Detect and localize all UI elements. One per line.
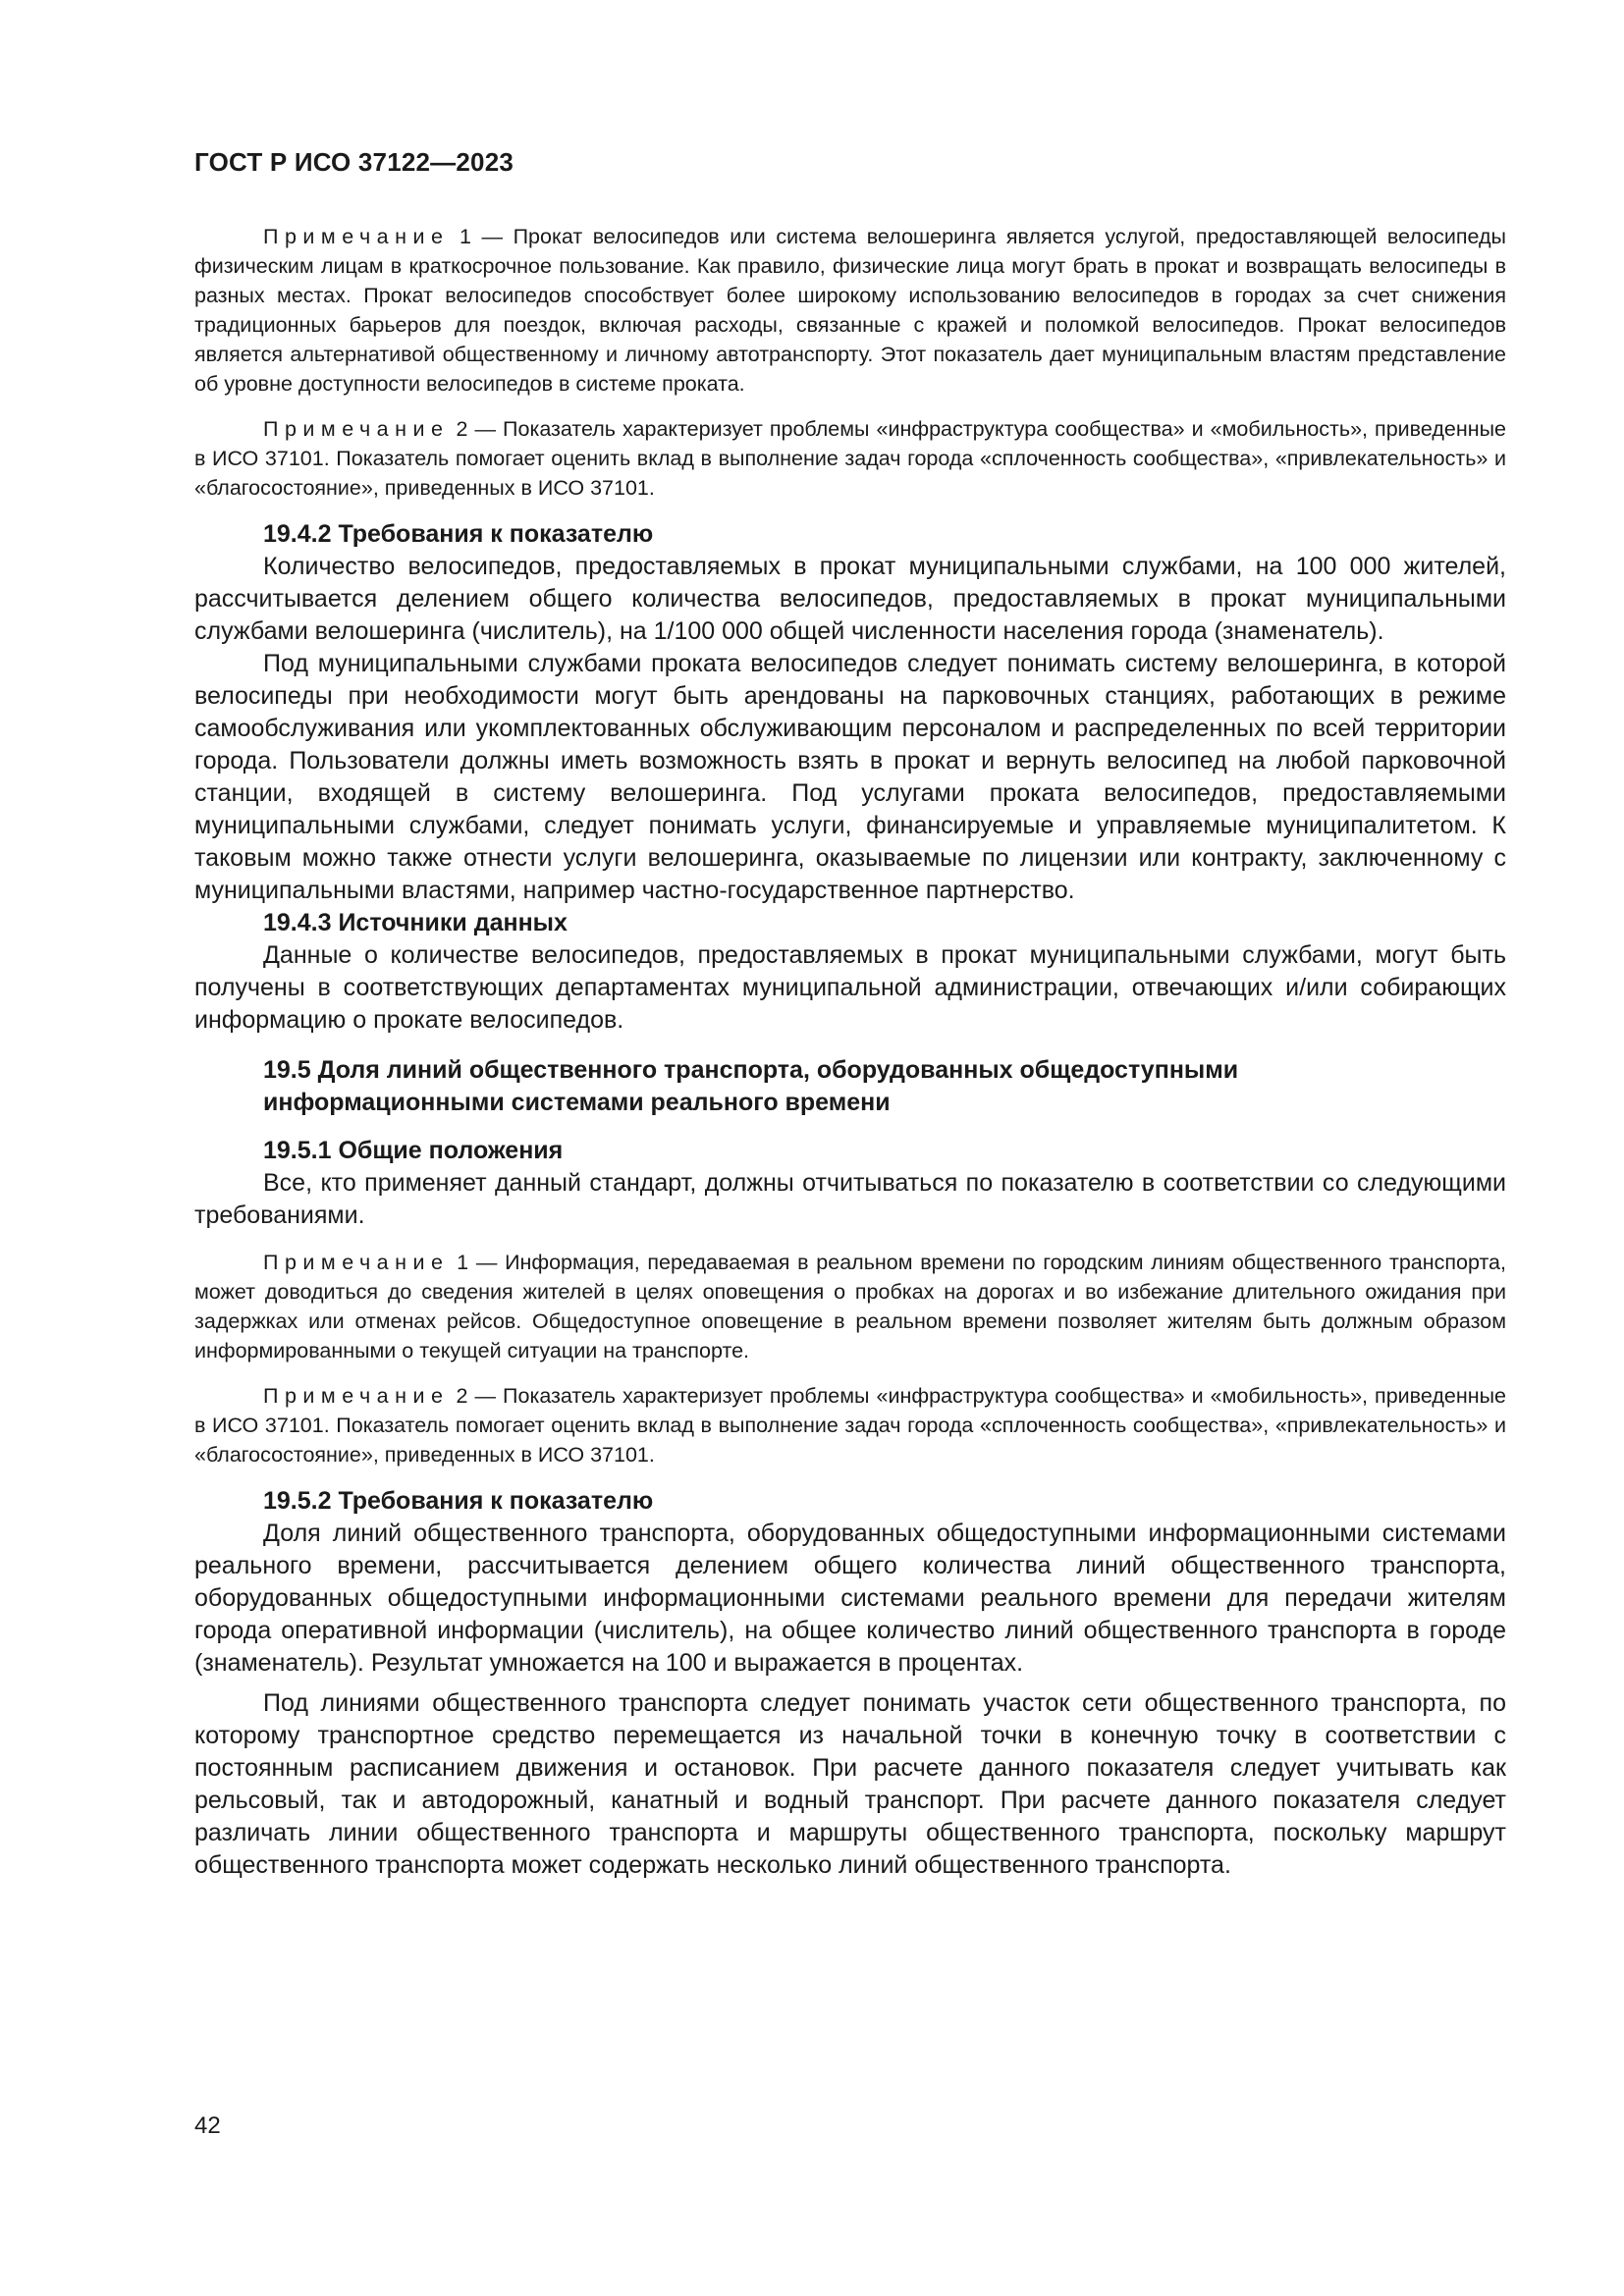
note-19-5-2 (194, 1381, 1506, 1469)
paragraph: Данные о количестве велосипедов, предоставляемых в прокат муниципальными службами, могут быть получены в соответствующих департаментах муниципальной администрации, отвечающих и/или собирающих информацию о прокате велосипедов. (194, 941, 1506, 1034)
note-text: 2 — Показатель характеризует проблемы «инфраструктура сообщества» и «мобильность», приведенные в ИСО 37101. Показатель помогает оценить вклад в выполнение задач города «сплоченность сообщества», «привлекательность» и «благосостояние», приведенных в ИСО 37101. (194, 417, 1506, 500)
heading-19-5-2: 19.5.2 Требования к показателю (263, 1487, 654, 1515)
note-text: 2 — Показатель характеризует проблемы «инфраструктура сообщества» и «мобильность», приведенные в ИСО 37101. Показатель помогает оценить вклад в выполнение задач города «сплоченность сообщества», «привлекательность» и «благосостояние», приведенных в ИСО 37101. (194, 1384, 1506, 1467)
heading-19-5-line-2: информационными системами реального времени (263, 1089, 891, 1116)
paragraph: Под линиями общественного транспорта следует понимать участок сети общественного транспорта, по которому транспортное средство перемещается из начальной точки в конечную точку в соответствии с постоянным расписанием движения и остановок. При расчете данного показателя следует учитывать как рельсовый, так и автодорожный, канатный и водный транспорт. При расчете данного показателя следует различать линии общественного транспорта и маршруты общественного транспорта, поскольку маршрут общественного транспорта может содержать несколько линий общественного транспорта. (194, 1689, 1506, 1879)
note-19-5-1 (194, 1248, 1506, 1365)
paragraph: Количество велосипедов, предоставляемых в прокат муниципальными службами, на 100 000 жителей, рассчитывается делением общего количества велосипедов, предоставляемых в прокат муниципальными службами велошеринга (числитель), на 1/100 000 общей численности населения города (знаменатель). (194, 553, 1506, 645)
heading-19-5-1: 19.5.1 Общие положения (263, 1137, 564, 1164)
heading-19-4-3: 19.4.3 Источники данных (263, 909, 568, 936)
heading-19-4-2: 19.4.2 Требования к показателю (263, 520, 654, 548)
note-text: 1 — Информация, передаваемая в реальном времени по городским линиям общественного транспорта, может доводиться до сведения жителей в целях оповещения о пробках на дорогах и во избежание длительного ожидания при задержках или отменах рейсов. Общедоступное оповещение в реальном времени позволяет жителям быть должным образом информированными о текущей ситуации на транспорте. (194, 1251, 1506, 1362)
note-label: Примечание (263, 1251, 450, 1274)
heading-19-5 (194, 1054, 1506, 1119)
note-label: Примечание (263, 1384, 450, 1408)
page-number: 42 (194, 2112, 221, 2139)
heading-19-5-line-1: 19.5 Доля линий общественного транспорта, оборудованных общедоступными (263, 1056, 1239, 1084)
note-19-4-1 (194, 222, 1506, 399)
paragraph: Все, кто применяет данный стандарт, должны отчитываться по показателю в соответствии со следующими требованиями. (194, 1169, 1506, 1229)
note-label: Примечание (263, 225, 450, 248)
note-text: 1 — Прокат велосипедов или система велошеринга является услугой, предоставляющей велосипеды физическим лицам в краткосрочное пользование. Как правило, физические лица могут брать в прокат и возвращать велосипеды в разных местах. Прокат велосипедов способствует более широкому использованию велосипедов в городах за счет снижения традиционных барьеров для поездок, включая расходы, связанные с кражей и поломкой велосипедов. Прокат велосипедов является альтернативой общественному и личному автотранспорту. Этот показатель дает муниципальным властям представление об уровне доступности велосипедов в системе проката. (194, 225, 1506, 396)
document-header: ГОСТ Р ИСО 37122—2023 (194, 147, 514, 177)
paragraph: Под муниципальными службами проката велосипедов следует понимать систему велошеринга, в которой велосипеды при необходимости могут быть арендованы на парковочных станциях, работающих в режиме самообслуживания или укомплектованных обслуживающим персоналом и распределенных по всей территории города. Пользователи должны иметь возможность взять в прокат и вернуть велосипед на любой парковочной станции, входящей в систему велошеринга. Под услугами проката велосипедов, предоставляемыми муниципальными службами, следует понимать услуги, финансируемые и управляемые муниципалитетом. К таковым можно также отнести услуги велошеринга, оказываемые по лицензии или контракту, заключенному с муниципальными властями, например частно-государственное партнерство. (194, 650, 1506, 904)
note-label: Примечание (263, 417, 450, 441)
note-19-4-2 (194, 414, 1506, 503)
page-content (194, 222, 1506, 1882)
paragraph: Доля линий общественного транспорта, оборудованных общедоступными информационными системами реального времени, рассчитывается делением общего количества линий общественного транспорта, оборудованных общедоступными информационными системами реального времени для передачи жителям города оперативной информации (числитель), на общее количество линий общественного транспорта в городе (знаменатель). Результат умножается на 100 и выражается в процентах. (194, 1520, 1506, 1677)
